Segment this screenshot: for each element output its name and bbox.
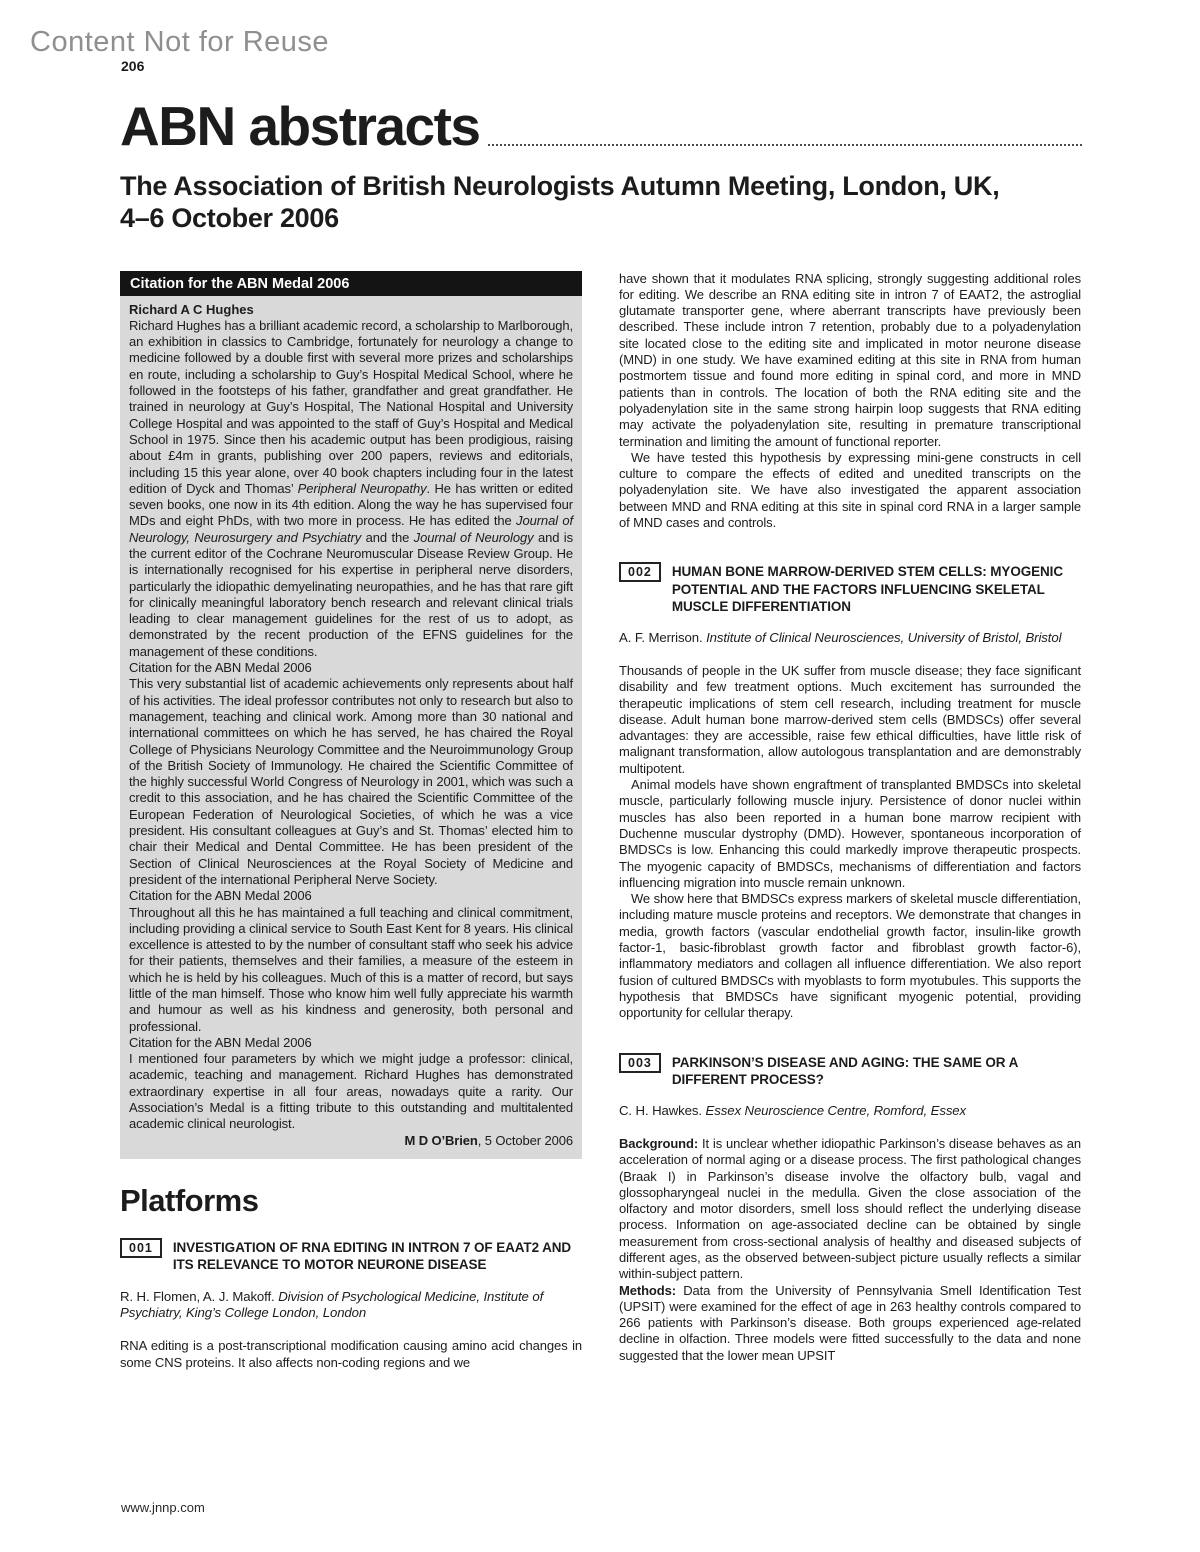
text-run: Peripheral Neuropathy (297, 480, 427, 496)
abstract-title: INVESTIGATION OF RNA EDITING IN INTRON 7 OF EAAT2 AND ITS RELEVANCE TO MOTOR NEURONE DISEASE (172, 1239, 572, 1273)
meeting-subtitle (120, 170, 1082, 235)
paragraph (619, 891, 1081, 1021)
paragraph (619, 1283, 1081, 1364)
text-run: have shown that it modulates RNA splicing, strongly suggesting additional roles for editing. We describe an RNA editing site in intron 7 of EAAT2, the astroglial glutamate transporter gene, where aberrant transcripts have previously been described. These include intron 7 retention, probably due to a polyadenylation site located close to the editing site and implicated in motor neurone disease (MND) in one study. We have examined editing at this site in RNA from human postmortem tissue and found more editing in spinal cord, and more in MND patients than in controls. The location of both the RNA editing site and the polyadenylation site in the same strong hairpin loop suggests that RNA editing may activate the polyadenylation site, resulting in premature transcriptional termination and limiting the amount of functional reporter. (619, 270, 1081, 449)
text-run: Essex Neuroscience Centre, Romford, Essex (705, 1103, 967, 1119)
text-run: Citation for the ABN Medal 2006 (129, 1034, 312, 1050)
paragraph (129, 905, 573, 1035)
page-content (120, 95, 1082, 1371)
abstract-002-header (619, 561, 1081, 615)
section-title: ABN abstracts (120, 95, 480, 157)
title-dotted-rule (488, 144, 1082, 146)
text-run: C. H. Hawkes. (619, 1103, 706, 1119)
paragraph (129, 1035, 573, 1051)
abstract-number-badge: 001 (120, 1238, 162, 1258)
paragraph (129, 676, 573, 888)
text-run: We have tested this hypothesis by expressing mini-gene constructs in cell culture to compare the effects of edited and unedited transcripts on the polyadenylation site. We have also investigated the apparent association between MND and RNA editing at this site in spinal cord RNA in a larger sample of MND cases and controls. (619, 449, 1081, 530)
paragraph (120, 1338, 582, 1371)
citation-box-body (120, 296, 582, 1159)
right-column (619, 271, 1081, 1371)
abstract-authors (619, 630, 1081, 647)
text-run: A. F. Merrison. (619, 630, 707, 646)
text-run: and is the current editor of the Cochrane Neuromuscular Disease Review Group. He is internationally recognised for his expertise in peripheral nerve disorders, particularly the idiopathic demyelinating neuropathies, and he has that rare gift for clinically meaningful laboratory bench research and relevant clinical trials leading to clear management guidelines for the rest of us to adopt, as demonstrated by the recent production of the EFNS guidelines for the management of these conditions. (129, 529, 573, 659)
text-run: Citation for the ABN Medal 2006 (129, 660, 312, 676)
text-run: Data from the University of Pennsylvania Smell Identification Test (UPSIT) were examined for the effect of age in 263 healthy controls compared to 266 patients with Parkinson’s disease. Both groups experienced age-related decline in olfaction. Three models were fitted successfully to the data and none suggested that the lower mean UPSIT (619, 1282, 1081, 1363)
abstract-001 (120, 1237, 582, 1371)
abstract-authors (120, 1289, 582, 1323)
text-run: Institute of Clinical Neurosciences, University of Bristol, Bristol (706, 630, 1062, 646)
meeting-subtitle-line2: 4–6 October 2006 (120, 203, 339, 234)
text-run: We show here that BMDSCs express markers of skeletal muscle differentiation, including mature muscle proteins and receptors. We demonstrate that changes in media, growth factors (vascular endothelial growth factor, insulin-like growth factor-1, basic-fibroblast growth factor and fibroblast growth factor-6), inflammatory mediators and collagen all influence differentiation. We also report fusion of cultured BMDSCs with myoblasts to form myotubules. This supports the hypothesis that BMDSCs have significant myogenic potential, providing opportunity for cellular therapy. (619, 891, 1081, 1021)
abstract-001-continuation (619, 271, 1081, 532)
paragraph (619, 450, 1081, 531)
text-run: Thousands of people in the UK suffer from muscle disease; they face significant disability and few treatment options. Much excitement has surrounded the therapeutic implications of stem cell research, including treatment for muscle disease. Adult human bone marrow-derived stem cells (BMDSCs) offer several advantages: they are accessible, raise few ethical difficulties, have little risk of malignant transformation, allow autologous transplantation and are demonstrably multipotent. (619, 662, 1081, 776)
abstract-body (619, 1136, 1081, 1364)
abstract-title: PARKINSON’S DISEASE AND AGING: THE SAME OR A DIFFERENT PROCESS? (671, 1054, 1018, 1087)
text-run: Background: (619, 1135, 699, 1151)
text-run: , 5 October 2006 (477, 1132, 573, 1148)
citation-paragraphs (129, 318, 573, 1149)
page-header (120, 95, 1082, 235)
abstract-002 (619, 561, 1081, 1021)
paragraph (619, 271, 1081, 450)
left-column (120, 271, 582, 1371)
text-run: Animal models have shown engraftment of transplanted BMDSCs into skeletal muscle, particularly following muscle injury. Persistence of donor nuclei within muscles has also been reported in a human bone marrow recipient with Duchenne muscular dystrophy (DMD). However, spontaneous incorporation of BMDSCs is low. Enhancing this could markedly improve therapeutic prospects. The myogenic capacity of BMDSCs, mechanisms of differentiation and factors influencing migration into muscle remain unknown. (619, 777, 1081, 890)
text-run: Journal of Neurology, Neurosurgery and Psychiatry (129, 513, 573, 545)
text-run: Throughout all this he has maintained a full teaching and clinical commitment, including providing a clinical service to South East Kent for 8 years. His clinical excellence is attested to by the number of consultant staff who seek his advice for their patients, themselves and their families, a measure of the esteem in which he is held by his colleagues. Much of this is a matter of record, but says little of the man himself. Those who know him well fully appreciate his warmth and humour as well as his kindness and generosity, both personal and professional. (129, 904, 573, 1034)
paragraph (129, 1133, 573, 1149)
paragraph (619, 1136, 1081, 1283)
abstract-003-header (619, 1052, 1081, 1089)
abstract-001-header (120, 1237, 582, 1274)
paragraph (129, 318, 573, 660)
text-run: Division of Psychological Medicine, Institute of Psychiatry, King’s College London, London (120, 1288, 544, 1321)
text-run: RNA editing is a post-transcriptional modification causing amino acid changes in some CNS proteins. It also affects non-coding regions and we (120, 1338, 582, 1370)
platforms-heading: Platforms (120, 1182, 259, 1218)
text-run: . He has written or edited seven books, one now in its 4th edition. Along the way he has supervised four MDs and eight PhDs, with two more in process. He has edited the (129, 480, 573, 529)
abstract-body (619, 663, 1081, 1022)
watermark-text: Content Not for Reuse (30, 26, 330, 58)
text-run: This very substantial list of academic achievements only represents about half of his activities. The ideal professor contributes not only to research but also to management, teaching and clinical work. Among more than 30 national and international committees on which he has served, he has chaired the Royal College of Physicians Neurology Committee and the Neuroimmunology Group of the British Society of Immunology. He chaired the Scientific Committee of the highly successful World Congress of Neurology in 2001, which was such a credit to this association, and he has chaired the Scientific Committee of the European Federation of Neurological Societies, of which he was a vice president. His consultant colleagues at Guy’s and St. Thomas’ elected him to chair their Medical and Dental Committee. He has been president of the Section of Clinical Neurosciences at the Royal Society of Medicine and president of the international Peripheral Nerve Society. (129, 676, 573, 887)
text-run: Methods: (619, 1282, 676, 1298)
citation-author-name: Richard A C Hughes (129, 301, 254, 317)
abstract-title: HUMAN BONE MARROW-DERIVED STEM CELLS: MYOGENIC POTENTIAL AND THE FACTORS INFLUENCING SKELETAL MUSCLE DIFFERENTIATION (671, 564, 1063, 614)
abstract-003 (619, 1052, 1081, 1365)
paragraph (129, 660, 573, 676)
abstract-authors (619, 1103, 1081, 1120)
paragraph (619, 663, 1081, 777)
text-run: R. H. Flomen, A. J. Makoff. (120, 1288, 279, 1304)
meeting-subtitle-line1: The Association of British Neurologists Autumn Meeting, London, UK, (120, 170, 1000, 201)
page-number: 206 (121, 58, 145, 74)
text-run: I mentioned four parameters by which we might judge a professor: clinical, academic, teaching and management. Richard Hughes has demonstrated extraordinary expertise in all four areas, nowadays quite a rarity. Our Association’s Medal is a fitting tribute to this outstanding and multitalented academic clinical neurologist. (129, 1051, 573, 1132)
citation-box (120, 271, 582, 1159)
paragraph (619, 777, 1081, 891)
text-run: Journal of Neurology (413, 529, 534, 545)
abstract-number-badge: 003 (619, 1053, 661, 1073)
text-run: M D O’Brien (404, 1132, 478, 1148)
citation-box-header: Citation for the ABN Medal 2006 (120, 271, 582, 296)
text-run: It is unclear whether idiopathic Parkinson’s disease behaves as an acceleration of normal aging or a disease process. The first pathological changes (Braak I) in Parkinson’s disease involve the olfactory bulb, vagal and glossopharyngeal nuclei in the medulla. Given the close association of the olfactory and motor disorders, smell loss should reflect the underlying disease process. Information on age-associated decline can be obtained by single measurement from cross-sectional analysis of healthy and diseased subjects of different ages, as the observed between-subject picture usually reflects a similar within-subject pattern. (619, 1135, 1081, 1282)
two-column-layout (120, 271, 1082, 1371)
abstract-number-badge: 002 (619, 562, 661, 582)
abstract-body (120, 1338, 582, 1371)
journal-url: www.jnnp.com (121, 1500, 205, 1515)
text-run: and the (361, 529, 414, 545)
paragraph (129, 888, 573, 904)
text-run: Citation for the ABN Medal 2006 (129, 888, 312, 904)
text-run: Richard Hughes has a brilliant academic record, a scholarship to Marlborough, an exhibition in classics to Cambridge, fortunately for neurology a change to medicine followed by a double first with several more prizes and scholarships en route, including a scholarship to Guy’s Hospital Medical School, where he followed in the footsteps of his father, grandfather and great grandfather. He trained in neurology at Guy’s Hospital, The National Hospital and University College Hospital and was appointed to the staff of Guy’s Hospital and Medical School in 1975. Since then his academic output has been prodigious, raising about £4m in grants, publishing over 200 papers, reviews and editorials, including 15 this year alone, over 40 book chapters including four in the latest edition of Dyck and Thomas’ (129, 317, 573, 496)
paragraph (129, 1051, 573, 1132)
title-row (120, 95, 1082, 157)
